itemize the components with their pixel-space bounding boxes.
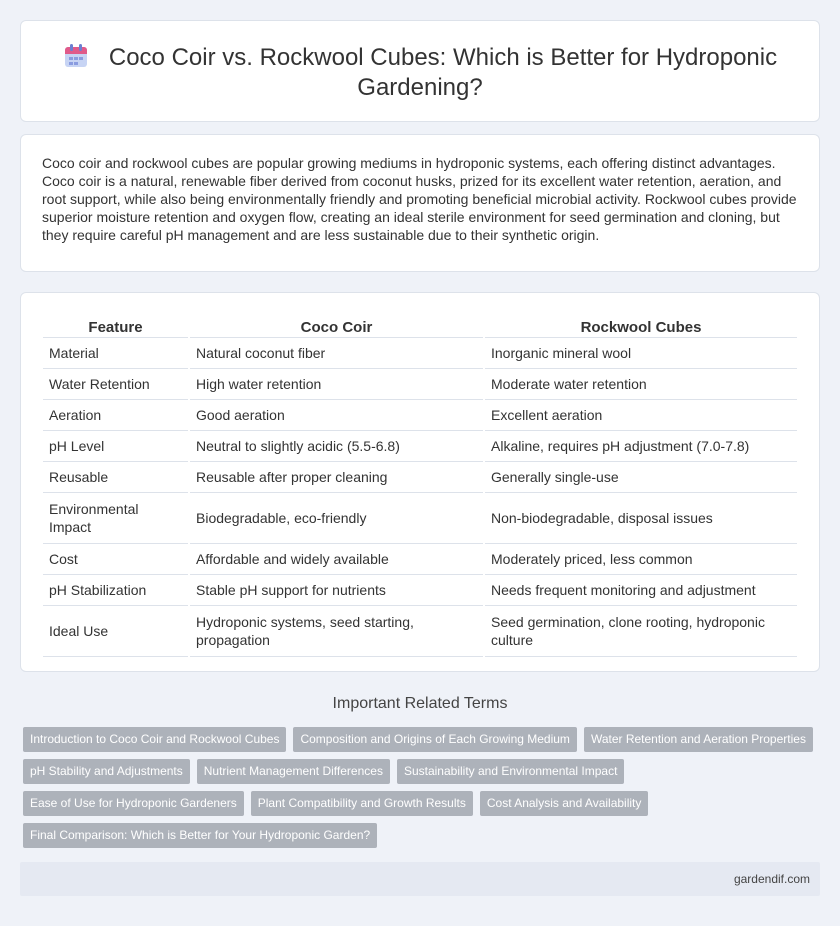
- related-term-link[interactable]: Final Comparison: Which is Better for Your Hydroponic Garden?: [23, 823, 377, 848]
- cell-rockwool: Excellent aeration: [485, 400, 797, 431]
- cell-coco-coir: Reusable after proper cleaning: [190, 462, 483, 493]
- cell-coco-coir: Affordable and widely available: [190, 544, 483, 575]
- table-row: [43, 369, 797, 400]
- cell-coco-coir: High water retention: [190, 369, 483, 400]
- cell-coco-coir: Hydroponic systems, seed starting, propagation: [190, 606, 483, 657]
- cell-feature: Aeration: [43, 400, 188, 431]
- tag-row: [23, 727, 823, 752]
- comparison-table: [41, 317, 799, 657]
- table-header-row: [43, 317, 797, 338]
- cell-rockwool: Needs frequent monitoring and adjustment: [485, 575, 797, 606]
- table-row: [43, 575, 797, 606]
- related-terms-heading: Important Related Terms: [332, 695, 508, 712]
- cell-rockwool: Moderate water retention: [485, 369, 797, 400]
- cell-rockwool: Generally single-use: [485, 462, 797, 493]
- table-row: [43, 400, 797, 431]
- related-term-link[interactable]: Water Retention and Aeration Properties: [584, 727, 813, 752]
- calendar-icon: [63, 43, 89, 69]
- footer-site-link[interactable]: gardendif.com: [733, 872, 810, 886]
- page-title-text: Coco Coir vs. Rockwool Cubes: Which is Better for Hydroponic Gardening?: [108, 44, 778, 101]
- intro-paragraph: Coco coir and rockwool cubes are popular growing mediums in hydroponic systems, each offering distinct advantages. Coco coir is a natural, renewable fiber derived from coconut husks, prized for its excellent water retention, aeration, and root support, while also being environmentally friendly and promoting beneficial microbial activity. Rockwool cubes provide superior moisture retention and oxygen flow, creating an ideal sterile environment for seed germination and cloning, but they require careful pH management and are less sustainable due to their synthetic origin.: [42, 155, 797, 243]
- table-row: [43, 462, 797, 493]
- table-row: [43, 431, 797, 462]
- related-term-link[interactable]: pH Stability and Adjustments: [23, 759, 190, 784]
- intro-card: [20, 134, 820, 272]
- cell-feature: pH Stabilization: [43, 575, 188, 606]
- cell-feature: Water Retention: [43, 369, 188, 400]
- related-term-link[interactable]: Sustainability and Environmental Impact: [397, 759, 624, 784]
- page-title: [41, 43, 799, 103]
- cell-coco-coir: Biodegradable, eco-friendly: [190, 493, 483, 544]
- related-term-link[interactable]: Ease of Use for Hydroponic Gardeners: [23, 791, 244, 816]
- tag-row: [23, 791, 823, 816]
- header-feature: Feature: [43, 317, 188, 338]
- table-row: [43, 493, 797, 544]
- cell-coco-coir: Good aeration: [190, 400, 483, 431]
- cell-feature: Environmental Impact: [43, 493, 188, 544]
- cell-coco-coir: Natural coconut fiber: [190, 338, 483, 369]
- cell-feature: Material: [43, 338, 188, 369]
- cell-rockwool: Alkaline, requires pH adjustment (7.0-7.8): [485, 431, 797, 462]
- title-card: [20, 20, 820, 122]
- cell-feature: Reusable: [43, 462, 188, 493]
- related-term-link[interactable]: Cost Analysis and Availability: [480, 791, 649, 816]
- table-row: [43, 338, 797, 369]
- related-term-link[interactable]: Nutrient Management Differences: [197, 759, 390, 784]
- related-term-link[interactable]: Plant Compatibility and Growth Results: [251, 791, 473, 816]
- table-row: [43, 606, 797, 657]
- cell-feature: pH Level: [43, 431, 188, 462]
- cell-rockwool: Non-biodegradable, disposal issues: [485, 493, 797, 544]
- footer: [20, 862, 820, 896]
- tag-row: [23, 759, 823, 784]
- tag-row: [23, 823, 823, 848]
- cell-rockwool: Seed germination, clone rooting, hydroponic culture: [485, 606, 797, 657]
- related-terms-tags: [23, 727, 823, 855]
- related-term-link[interactable]: Composition and Origins of Each Growing Medium: [293, 727, 576, 752]
- related-term-link[interactable]: Introduction to Coco Coir and Rockwool Cubes: [23, 727, 286, 752]
- header-coco-coir: Coco Coir: [190, 317, 483, 338]
- table-row: [43, 544, 797, 575]
- comparison-table-card: [20, 292, 820, 672]
- cell-rockwool: Moderately priced, less common: [485, 544, 797, 575]
- cell-feature: Ideal Use: [43, 606, 188, 657]
- cell-feature: Cost: [43, 544, 188, 575]
- cell-coco-coir: Neutral to slightly acidic (5.5-6.8): [190, 431, 483, 462]
- header-rockwool-cubes: Rockwool Cubes: [485, 317, 797, 338]
- cell-coco-coir: Stable pH support for nutrients: [190, 575, 483, 606]
- cell-rockwool: Inorganic mineral wool: [485, 338, 797, 369]
